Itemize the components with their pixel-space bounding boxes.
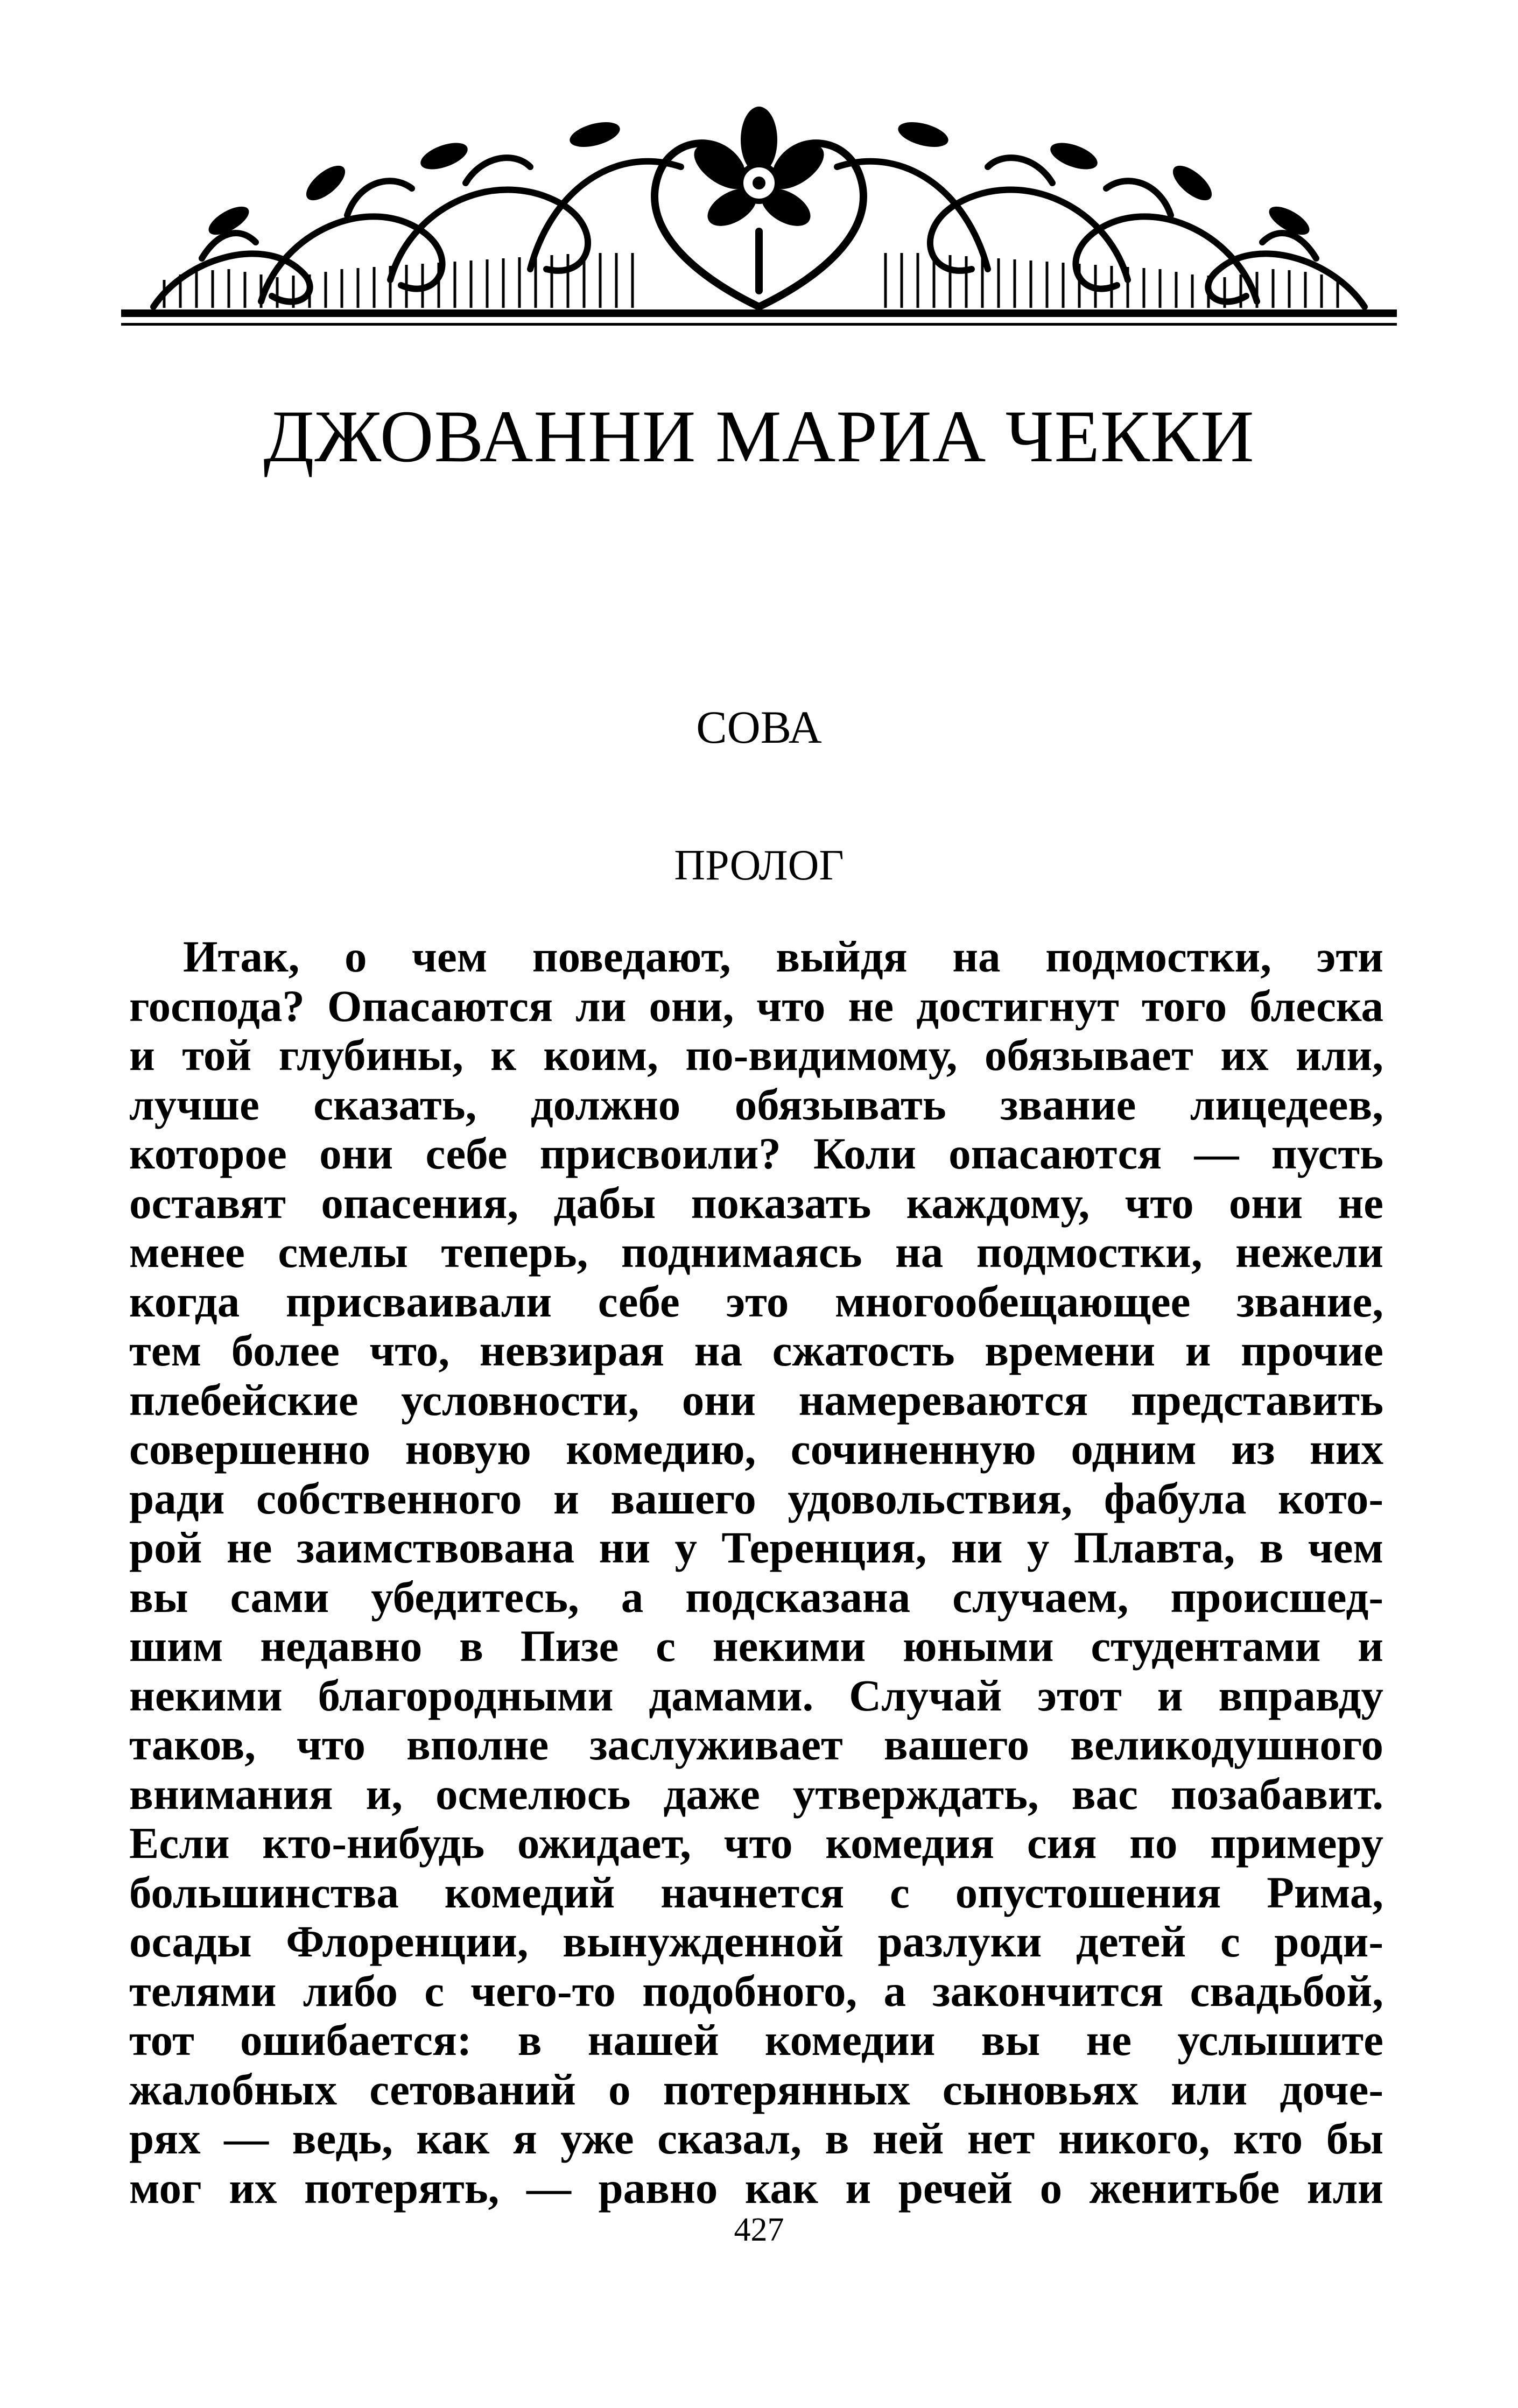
body-line: господа? Опасаются ли они, что не достигнут того блеска (129, 981, 1383, 1031)
play-title: СОВА (696, 701, 822, 753)
body-line: шим недавно в Пизе с некими юными студентами и (129, 1622, 1383, 1671)
body-line: тот ошибается: в нашей комедии вы не услышите (129, 2016, 1383, 2065)
body-line: рой не заимствована ни у Теренция, ни у Плавта, в чем (129, 1523, 1383, 1572)
body-line: Итак, о чем поведают, выйдя на подмостки, эти (183, 932, 1383, 981)
body-line: плебейские условности, они намереваются представить (129, 1375, 1383, 1425)
body-line: большинства комедий начнется с опустошения Рима, (129, 1868, 1383, 1917)
body-text (129, 932, 1383, 2213)
body-line: менее смелы теперь, поднимаясь на подмостки, нежели (129, 1228, 1383, 1277)
body-line: таков, что вполне заслуживает вашего великодушного (129, 1720, 1383, 1769)
body-line: оставят опасения, дабы показать каждому, что они не (129, 1178, 1383, 1228)
body-line: лучше сказать, должно обязывать звание лицедеев, (129, 1080, 1383, 1129)
body-line: вы сами убедитесь, а подсказана случаем, происшед- (129, 1572, 1383, 1622)
body-line: ради собственного и вашего удовольствия, фабула кото- (129, 1474, 1383, 1523)
body-line: рях — ведь, как я уже сказал, в ней нет никого, кто бы (129, 2114, 1383, 2163)
floral-ornament-icon (121, 97, 1397, 355)
body-line: когда присваивали себе это многообещающее звание, (129, 1277, 1383, 1326)
page-number: 427 (734, 2212, 784, 2248)
body-line: телями либо с чего-то подобного, а закончится свадьбой, (129, 1966, 1383, 2016)
body-line: совершенно новую комедию, сочиненную одним из них (129, 1425, 1383, 1474)
body-line: осады Флоренции, вынужденной разлуки детей с роди- (129, 1917, 1383, 1966)
body-line: и той глубины, к коим, по-видимому, обязывает их или, (129, 1031, 1383, 1080)
body-line: некими благородными дамами. Случай этот и вправду (129, 1671, 1383, 1720)
body-line: тем более что, невзирая на сжатость времени и прочие (129, 1326, 1383, 1375)
body-line: внимания и, осмелюсь даже утверждать, вас позабавит. (129, 1769, 1383, 1819)
body-line: которое они себе присвоили? Коли опасаются — пусть (129, 1129, 1383, 1178)
author-heading: ДЖОВАННИ МАРИА ЧЕККИ (263, 395, 1255, 477)
body-line: жалобных сетований о потерянных сыновьях или доче- (129, 2065, 1383, 2114)
body-line: Если кто-нибудь ожидает, что комедия сия по примеру (129, 1819, 1383, 1868)
section-title: ПРОЛОГ (674, 842, 844, 889)
body-line: мог их потерять, — равно как и речей о женитьбе или (129, 2163, 1383, 2213)
